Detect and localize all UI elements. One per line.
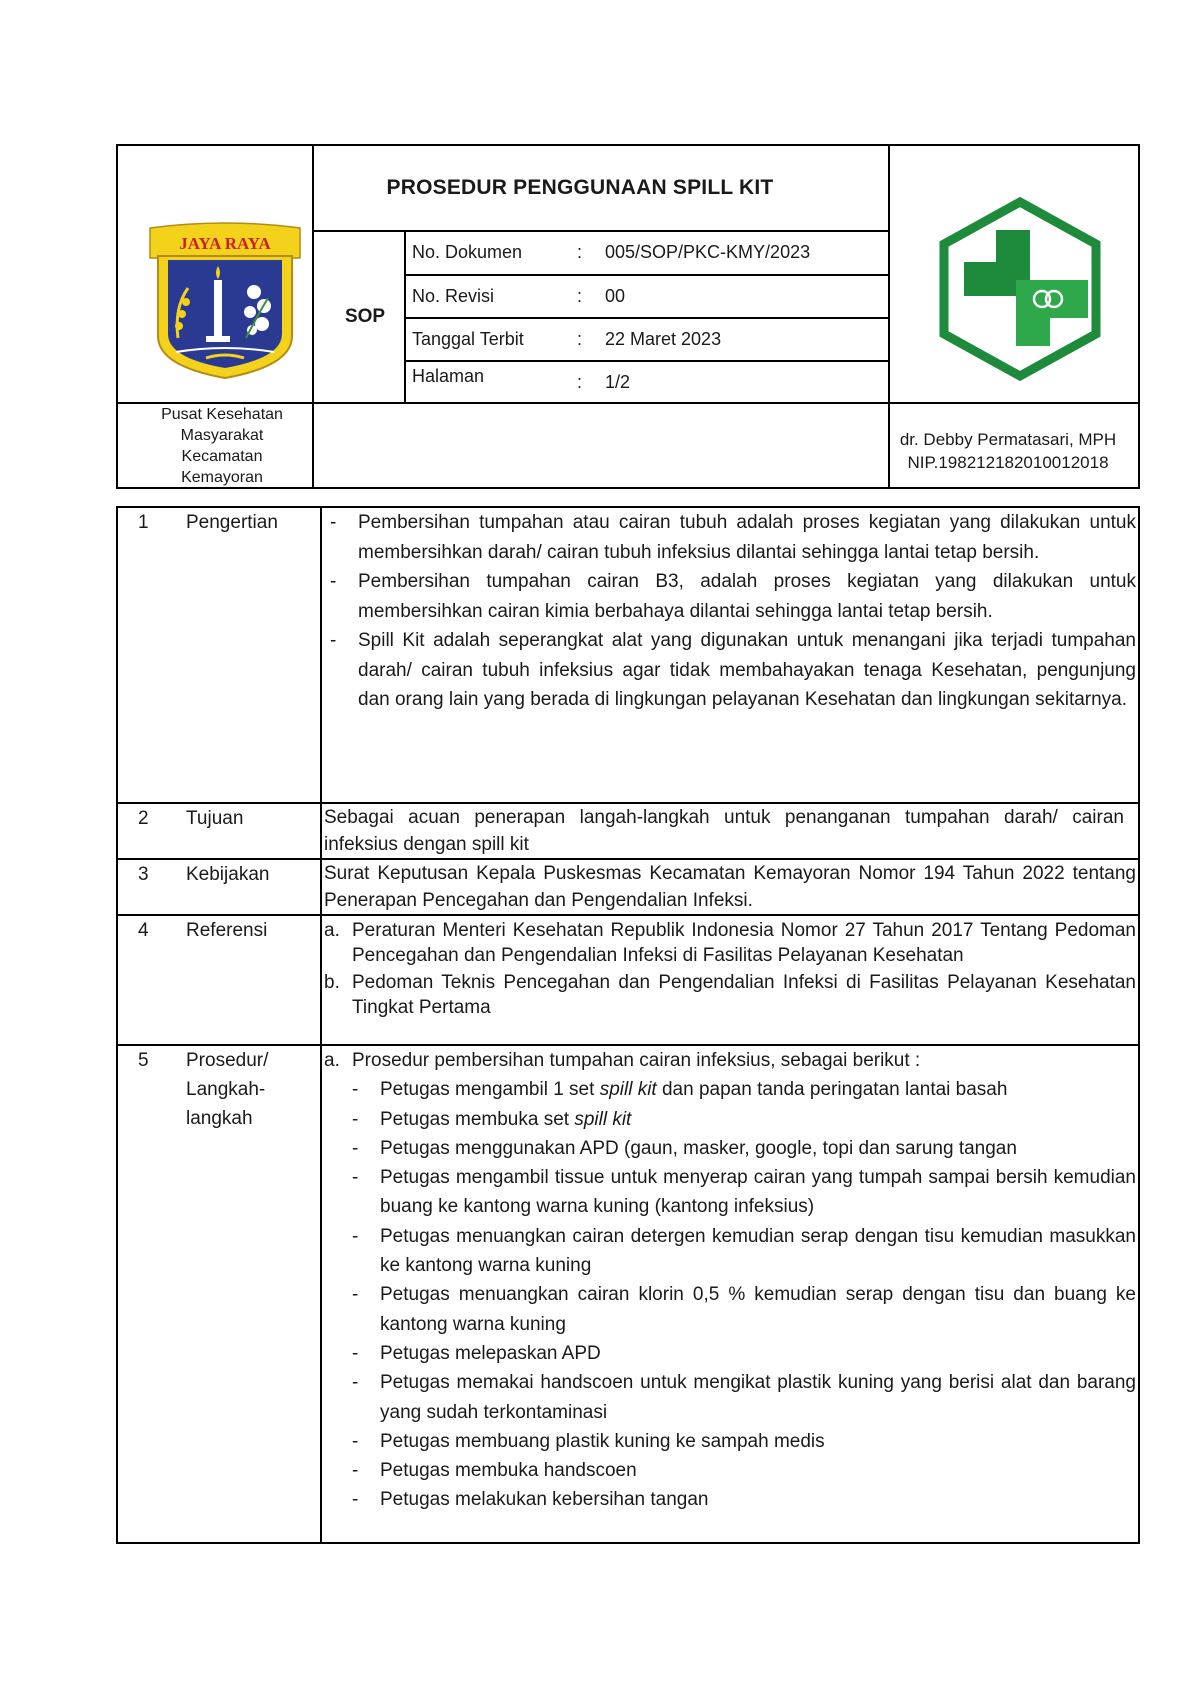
procedure-step: - Petugas membuka handscoen [352,1460,637,1482]
institution-line: Kemayoran [181,469,263,486]
header-divider [404,274,890,276]
section-kebijakan-content: Surat Keputusan Kepala Puskesmas Kecamatan Kemayoran Nomor 194 Tahun 2022 tentang Penerapan Pencegahan dan Pengendalian Infeksi. [324,863,1136,911]
procedure-step: - Petugas mengambil 1 set spill kit dan papan tanda peringatan lantai basah [352,1079,1008,1101]
section-label: Tujuan [186,808,244,829]
header-divider [312,402,890,404]
section-number: 4 [138,920,149,941]
institution-name [122,404,322,488]
section-tujuan-content: Sebagai acuan penerapan langah-langkah untuk penanganan tumpahan darah/ cairan infeksius dengan spill kit [324,807,1124,855]
meta-row-issue-date [412,329,824,359]
table-divider [320,508,322,1542]
meta-colon: : [577,329,583,349]
procedure-step: - Petugas memakai handscoen untuk mengikat plastik kuning yang berisi alat dan barang yang sudah terkontaminasi [352,1372,1136,1423]
header-divider [888,402,1138,404]
meta-colon: : [577,242,583,262]
procedure-step: - Petugas menggunakan APD (gaun, masker, google, topi dan sarung tangan [352,1137,1017,1159]
meta-key: Tanggal Terbit [412,329,524,349]
meta-row-revision [412,286,824,316]
list-item: - Spill Kit adalah seperangkat alat yang digunakan untuk menangani jika terjadi tumpahan darah/ cairan tubuh infeksius agar tidak membahayakan tenaga Kesehatan, pengunjung dan orang lain yang berada di lingkungan pelayanan Kesehatan dan lingkungan sekitarnya. [330,630,1136,710]
procedure-step: - Petugas menuangkan cairan detergen kemudian serap dengan tisu kemudian masukkan ke kantong warna kuning [352,1225,1136,1277]
meta-value: 1/2 [605,372,631,392]
procedure-step: - Petugas mengambil tissue untuk menyerap cairan yang tumpah sampai bersih kemudian buang ke kantong warna kuning (kantong infeksius) [352,1167,1136,1218]
section-prosedur-content [324,1046,1136,1515]
institution-line: Kecamatan [181,448,263,465]
meta-row-document-number [412,242,824,272]
list-item: b. Pedoman Teknis Pencegahan dan Pengendalian Infeksi di Fasilitas Pelayanan Kesehatan Tingkat Pertama [324,972,1136,1018]
sop-content-table [116,506,1140,1544]
list-item: - Pembersihan tumpahan atau cairan tubuh adalah proses kegiatan yang dilakukan untuk membersihkan darah/ cairan tubuh infeksius dilantai sehingga lantai tetap bersih. [330,512,1136,563]
list-item: - Pembersihan tumpahan cairan B3, adalah proses kegiatan yang dilakukan untuk membersihkan cairan kimia berbahaya dilantai sehingga lantai tetap bersih. [330,571,1136,622]
list-item: a. Prosedur pembersihan tumpahan cairan infeksius, sebagai berikut : [324,1050,921,1071]
meta-value: 00 [605,286,626,306]
dki-jakarta-emblem-logo [146,218,304,380]
section-label-line: Langkah- [186,1079,266,1100]
procedure-step: - Petugas melakukan kebersihan tangan [352,1489,709,1511]
section-pengertian-content [330,508,1136,715]
header-divider [312,230,890,232]
meta-key: Halaman [412,366,485,386]
document-title: PROSEDUR PENGGUNAAN SPILL KIT [386,176,774,199]
meta-value: 22 Maret 2023 [605,329,722,349]
section-number: 2 [138,808,149,829]
procedure-step: - Petugas melepaskan APD [352,1342,601,1364]
section-label: Pengertian [186,512,278,533]
table-divider [118,914,1138,916]
signer-nip: NIP.198212182010012018 [907,453,1109,472]
meta-row-page [412,366,824,396]
meta-value: 005/SOP/PKC-KMY/2023 [605,242,811,262]
section-label: Kebijakan [186,864,270,885]
sop-label: SOP [344,306,386,327]
section-label [186,1046,268,1133]
procedure-step: - Petugas membuka set spill kit [352,1108,632,1130]
puskesmas-logo [932,196,1108,382]
meta-colon: : [577,286,583,306]
signer-name: dr. Debby Permatasari, MPH [899,430,1117,449]
header-divider [404,317,890,319]
document-header [116,144,1140,489]
section-label-line: Prosedur/ [186,1050,269,1071]
procedure-step: - Petugas menuangkan cairan klorin 0,5 % kemudian serap dengan tisu dan buang ke kantong warna kuning [352,1284,1136,1335]
signer-block [878,428,1138,474]
section-number: 1 [138,512,149,533]
header-divider [404,360,890,362]
meta-colon: : [577,372,583,392]
institution-line: Masyarakat [180,427,264,444]
meta-key: No. Dokumen [412,242,523,262]
procedure-step: - Petugas membuang plastik kuning ke sampah medis [352,1430,825,1452]
logo-motto: JAYA RAYA [179,234,271,253]
section-label-line: langkah [186,1108,253,1129]
section-referensi-content [324,918,1136,1020]
section-label: Referensi [186,920,268,941]
meta-key: No. Revisi [412,286,495,306]
section-number: 3 [138,864,149,885]
institution-line: Pusat Kesehatan [161,406,283,423]
list-item: a. Peraturan Menteri Kesehatan Republik Indonesia Nomor 27 Tahun 2017 Tentang Pedoman Pencegahan dan Pengendalian Infeksi di Fasilitas Pelayanan Kesehatan [324,920,1136,966]
section-number: 5 [138,1050,149,1071]
